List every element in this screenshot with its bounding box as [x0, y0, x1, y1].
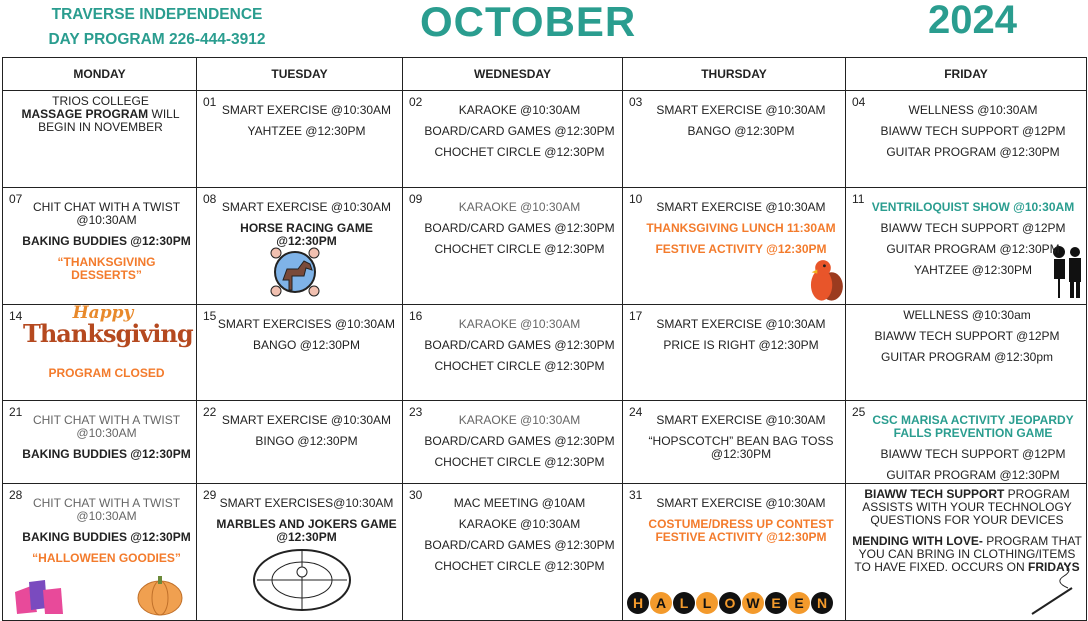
day-content: [3, 484, 196, 620]
event-text: SMART EXERCISES@10:30AM: [219, 496, 394, 510]
day-content: [3, 188, 196, 304]
event-text: CHIT CHAT WITH A TWIST @10:30AM: [32, 496, 181, 523]
event-line: [864, 469, 1082, 482]
event-line: [421, 360, 618, 373]
event-text: BAKING BUDDIES @12:30PM: [22, 447, 191, 461]
event-text: SMART EXERCISE @10:30AM: [656, 317, 826, 331]
event-text: “HALLOWEEN GOODIES”: [32, 551, 181, 565]
event-line: [421, 125, 618, 138]
event-line: [421, 222, 618, 235]
event-line: [852, 330, 1082, 343]
event-line: [641, 201, 841, 214]
day-cell: [846, 401, 1087, 484]
event-line: [421, 104, 618, 117]
event-line: [864, 414, 1082, 440]
event-line: [215, 497, 398, 510]
event-line: [641, 125, 841, 138]
day-cell: [623, 401, 846, 484]
event-text: SMART EXERCISES @10:30AM: [217, 317, 396, 331]
event-line: [864, 448, 1082, 461]
event-text: MASSAGE PROGRAM: [21, 107, 149, 121]
event-line: [21, 256, 192, 282]
day-cell: [3, 188, 197, 305]
event-line: [641, 497, 841, 510]
thanksgiving-logo-text: Thanksgiving: [23, 319, 193, 348]
event-line: [641, 243, 841, 256]
event-line: [864, 201, 1082, 214]
date-number: 16: [409, 309, 423, 323]
day-content: [846, 401, 1086, 483]
event-line: [21, 367, 192, 380]
event-text: “THANKSGIVING DESSERTS”: [57, 255, 156, 282]
event-line: [421, 560, 618, 573]
halloween-letter: L: [696, 592, 718, 614]
day-header-friday: FRIDAY: [846, 58, 1087, 91]
event-line: [215, 125, 398, 138]
event-line: [421, 146, 618, 159]
day-content: [3, 305, 196, 400]
event-text: MENDING WITH LOVE-: [852, 534, 983, 548]
date-number: 14: [9, 309, 23, 323]
event-line: [852, 488, 1082, 527]
day-content: [197, 188, 402, 304]
day-content: [197, 91, 402, 187]
event-line: [215, 414, 398, 427]
event-line: [864, 222, 1082, 235]
event-text: CHOCHET CIRCLE @12:30PM: [434, 455, 605, 469]
event-line: [421, 414, 618, 427]
day-header-wednesday: WEDNESDAY: [403, 58, 623, 91]
day-cell: [623, 188, 846, 305]
day-cell: [403, 401, 623, 484]
event-line: [641, 339, 841, 352]
event-text: SMART EXERCISE @10:30AM: [656, 200, 826, 214]
event-line: [421, 318, 618, 331]
day-cell: [403, 484, 623, 621]
event-text: BIAWW TECH SUPPORT @12PM: [880, 221, 1066, 235]
halloween-letter: A: [650, 592, 672, 614]
event-text: BOARD/CARD GAMES @12:30PM: [424, 124, 615, 138]
event-text: GUITAR PROGRAM @12:30pm: [881, 350, 1053, 364]
event-text: COSTUME/DRESS UP CONTEST FESTIVE ACTIVITY @12:30PM: [648, 517, 834, 544]
week-row: [3, 305, 1087, 401]
event-line: [864, 243, 1082, 256]
date-number: 22: [203, 405, 217, 419]
turkey-icon: [803, 258, 843, 302]
day-content: [3, 401, 196, 483]
pumpkin-icon: [136, 572, 184, 616]
halloween-letter: H: [627, 592, 649, 614]
event-text: CHOCHET CIRCLE @12:30PM: [434, 145, 605, 159]
event-text: BIAWW TECH SUPPORT @12PM: [880, 124, 1066, 138]
org-line-1: TRAVERSE INDEPENDENCE: [51, 6, 263, 23]
week-row: [3, 91, 1087, 188]
event-text: CSC MARISA ACTIVITY JEOPARDY FALLS PREVENTION GAME: [872, 413, 1074, 440]
event-line: [641, 222, 841, 235]
event-line: [864, 125, 1082, 138]
halloween-letter: L: [673, 592, 695, 614]
event-text: CHIT CHAT WITH A TWIST @10:30AM: [32, 413, 181, 440]
event-text: KARAOKE @10:30AM: [458, 517, 581, 531]
event-text: KARAOKE @10:30AM: [458, 103, 581, 117]
date-number: 01: [203, 95, 217, 109]
date-number: 24: [629, 405, 643, 419]
day-content: [846, 91, 1086, 187]
event-line: [421, 201, 618, 214]
day-cell: [197, 401, 403, 484]
day-content: [403, 401, 622, 483]
event-text: YAHTZEE @12:30PM: [914, 263, 1032, 277]
event-text: WILL: [148, 107, 180, 121]
day-cell: [197, 484, 403, 621]
event-text: SMART EXERCISE @10:30AM: [221, 103, 392, 117]
event-line: [641, 518, 841, 544]
event-line: [864, 104, 1082, 117]
day-content: [846, 484, 1086, 620]
event-text: GUITAR PROGRAM @12:30PM: [886, 145, 1060, 159]
date-number: 31: [629, 488, 643, 502]
day-cell: [197, 305, 403, 401]
event-line: [421, 456, 618, 469]
day-content: [197, 305, 402, 400]
event-line: [215, 222, 398, 248]
event-line: [21, 201, 192, 227]
day-cell: [403, 91, 623, 188]
event-text: SMART EXERCISE @10:30AM: [656, 413, 826, 427]
day-header-thursday: THURSDAY: [623, 58, 846, 91]
event-text: PRICE IS RIGHT @12:30PM: [663, 338, 819, 352]
day-content: [197, 484, 402, 620]
week-row: [3, 188, 1087, 305]
date-number: 17: [629, 309, 643, 323]
event-text: PROGRAM CLOSED: [48, 366, 165, 380]
day-content: [846, 305, 1086, 400]
day-cell: [846, 305, 1087, 401]
event-text: VENTRILOQUIST SHOW @10:30AM: [871, 200, 1075, 214]
day-content: [3, 91, 196, 187]
organization-name: [12, 2, 302, 52]
event-text: PROGRAM THAT YOU CAN BRING IN CLOTHING/ITEMS TO HAVE FIXED. OCCURS ON: [854, 534, 1082, 574]
event-line: [641, 435, 841, 461]
day-content: [403, 305, 622, 400]
event-line: [864, 264, 1082, 277]
event-line: [641, 318, 841, 331]
day-cell: [623, 91, 846, 188]
event-line: [421, 518, 618, 531]
event-text: FESTIVE ACTIVITY @12:30PM: [655, 242, 827, 256]
event-text: WELLNESS @10:30am: [903, 308, 1031, 322]
date-number: 28: [9, 488, 23, 502]
event-text: BAKING BUDDIES @12:30PM: [22, 234, 191, 248]
day-content: [403, 484, 622, 620]
date-number: 15: [203, 309, 217, 323]
event-text: BEGIN IN NOVEMBER: [38, 120, 163, 134]
date-number: 11: [852, 192, 865, 206]
day-cell: [3, 91, 197, 188]
event-text: CHOCHET CIRCLE @12:30PM: [434, 242, 605, 256]
event-line: [21, 448, 192, 461]
halloween-letter: N: [811, 592, 833, 614]
day-cell: [197, 188, 403, 305]
day-cell: [3, 484, 197, 621]
day-cell: [3, 401, 197, 484]
event-text: MAC MEETING @10AM: [453, 496, 586, 510]
event-line: [641, 414, 841, 427]
date-number: 23: [409, 405, 423, 419]
week-row: [3, 484, 1087, 621]
day-cell: [403, 305, 623, 401]
event-text: YAHTZEE @12:30PM: [247, 124, 366, 138]
day-content: [623, 91, 845, 187]
year-title: 2024: [928, 0, 1017, 42]
event-text: HORSE RACING GAME @12:30PM: [240, 221, 373, 248]
day-cell: [623, 484, 846, 621]
board-game-icon: [247, 540, 357, 618]
date-number: 09: [409, 192, 423, 206]
halloween-letter: E: [788, 592, 810, 614]
happy-logo-text: Happy: [72, 304, 134, 323]
day-cell: [403, 188, 623, 305]
event-line: [852, 535, 1082, 574]
halloween-letter: O: [719, 592, 741, 614]
day-content: [623, 188, 845, 304]
event-text: BOARD/CARD GAMES @12:30PM: [424, 338, 615, 352]
event-line: [852, 309, 1082, 322]
week-row: [3, 401, 1087, 484]
event-line: [215, 201, 398, 214]
event-line: [421, 435, 618, 448]
event-text: SMART EXERCISE @10:30AM: [221, 413, 392, 427]
date-number: 10: [629, 192, 643, 206]
day-header-tuesday: TUESDAY: [197, 58, 403, 91]
day-cell: [846, 188, 1087, 305]
event-text: KARAOKE @10:30AM: [458, 317, 581, 331]
org-line-2: DAY PROGRAM 226-444-3912: [48, 31, 266, 48]
date-number: 25: [852, 405, 866, 419]
event-line: [421, 539, 618, 552]
day-content: [623, 401, 845, 483]
event-text: WELLNESS @10:30AM: [908, 103, 1038, 117]
event-text: BOARD/CARD GAMES @12:30PM: [424, 538, 615, 552]
event-line: [215, 104, 398, 117]
halloween-letter: W: [742, 592, 764, 614]
date-number: 02: [409, 95, 423, 109]
event-text: BANGO @12:30PM: [253, 338, 360, 352]
day-cell: [3, 305, 197, 401]
event-text: FRIDAYS: [1028, 560, 1080, 574]
event-line: [21, 552, 192, 565]
event-line: [21, 531, 192, 544]
event-text: BOARD/CARD GAMES @12:30PM: [424, 221, 615, 235]
event-text: SMART EXERCISE @10:30AM: [656, 103, 826, 117]
event-text: CHOCHET CIRCLE @12:30PM: [434, 359, 605, 373]
halloween-banner: [627, 592, 833, 614]
event-line: [641, 104, 841, 117]
event-text: TRIOS COLLEGE: [52, 94, 149, 108]
date-number: 03: [629, 95, 643, 109]
event-text: GUITAR PROGRAM @12:30PM: [886, 468, 1060, 482]
event-text: BINGO @12:30PM: [255, 434, 358, 448]
date-number: 04: [852, 95, 866, 109]
event-line: [9, 121, 192, 134]
date-number: 07: [9, 192, 23, 206]
event-text: “HOPSCOTCH” BEAN BAG TOSS @12:30PM: [648, 434, 834, 461]
event-line: [421, 339, 618, 352]
event-text: KARAOKE @10:30AM: [458, 200, 581, 214]
event-line: [215, 318, 398, 331]
day-cell: [846, 91, 1087, 188]
event-text: BIAWW TECH SUPPORT @12PM: [874, 329, 1060, 343]
day-content: [403, 91, 622, 187]
event-line: [215, 339, 398, 352]
event-text: BANGO @12:30PM: [687, 124, 795, 138]
event-text: CHIT CHAT WITH A TWIST @10:30AM: [32, 200, 181, 227]
event-text: MARBLES AND JOKERS GAME @12:30PM: [216, 517, 397, 544]
event-text: KARAOKE @10:30AM: [458, 413, 581, 427]
day-content: [623, 305, 845, 400]
day-cell: [623, 305, 846, 401]
day-cell: [846, 484, 1087, 621]
event-text: SMART EXERCISE @10:30AM: [656, 496, 826, 510]
horse-icon: [269, 246, 321, 298]
event-text: THANKSGIVING LUNCH 11:30AM: [646, 221, 836, 235]
day-header-monday: MONDAY: [3, 58, 197, 91]
event-line: [21, 235, 192, 248]
event-line: [421, 243, 618, 256]
event-line: [852, 351, 1082, 364]
event-line: [21, 414, 192, 440]
event-line: [864, 146, 1082, 159]
candy-bags-icon: [11, 572, 67, 616]
event-line: [215, 518, 398, 544]
event-text: BOARD/CARD GAMES @12:30PM: [424, 434, 615, 448]
day-content: [403, 188, 622, 304]
halloween-letter: E: [765, 592, 787, 614]
date-number: 30: [409, 488, 423, 502]
date-number: 08: [203, 192, 217, 206]
event-line: [421, 497, 618, 510]
event-text: CHOCHET CIRCLE @12:30PM: [434, 559, 605, 573]
event-text: BIAWW TECH SUPPORT @12PM: [880, 447, 1066, 461]
month-title: OCTOBER: [420, 0, 637, 45]
day-cell: [197, 91, 403, 188]
day-content: [623, 484, 845, 620]
event-line: [215, 435, 398, 448]
calendar-grid: [2, 57, 1087, 621]
event-text: BIAWW TECH SUPPORT: [864, 487, 1005, 501]
day-content: [197, 401, 402, 483]
event-text: BAKING BUDDIES @12:30PM: [22, 530, 191, 544]
day-content: [846, 188, 1086, 304]
event-text: GUITAR PROGRAM @12:30PM: [886, 242, 1060, 256]
date-number: 29: [203, 488, 217, 502]
event-text: SMART EXERCISE @10:30AM: [221, 200, 392, 214]
date-number: 21: [9, 405, 23, 419]
event-text: PROGRAM ASSISTS WITH YOUR TECHNOLOGY QUESTIONS FOR YOUR DEVICES: [862, 487, 1072, 527]
event-line: [21, 497, 192, 523]
